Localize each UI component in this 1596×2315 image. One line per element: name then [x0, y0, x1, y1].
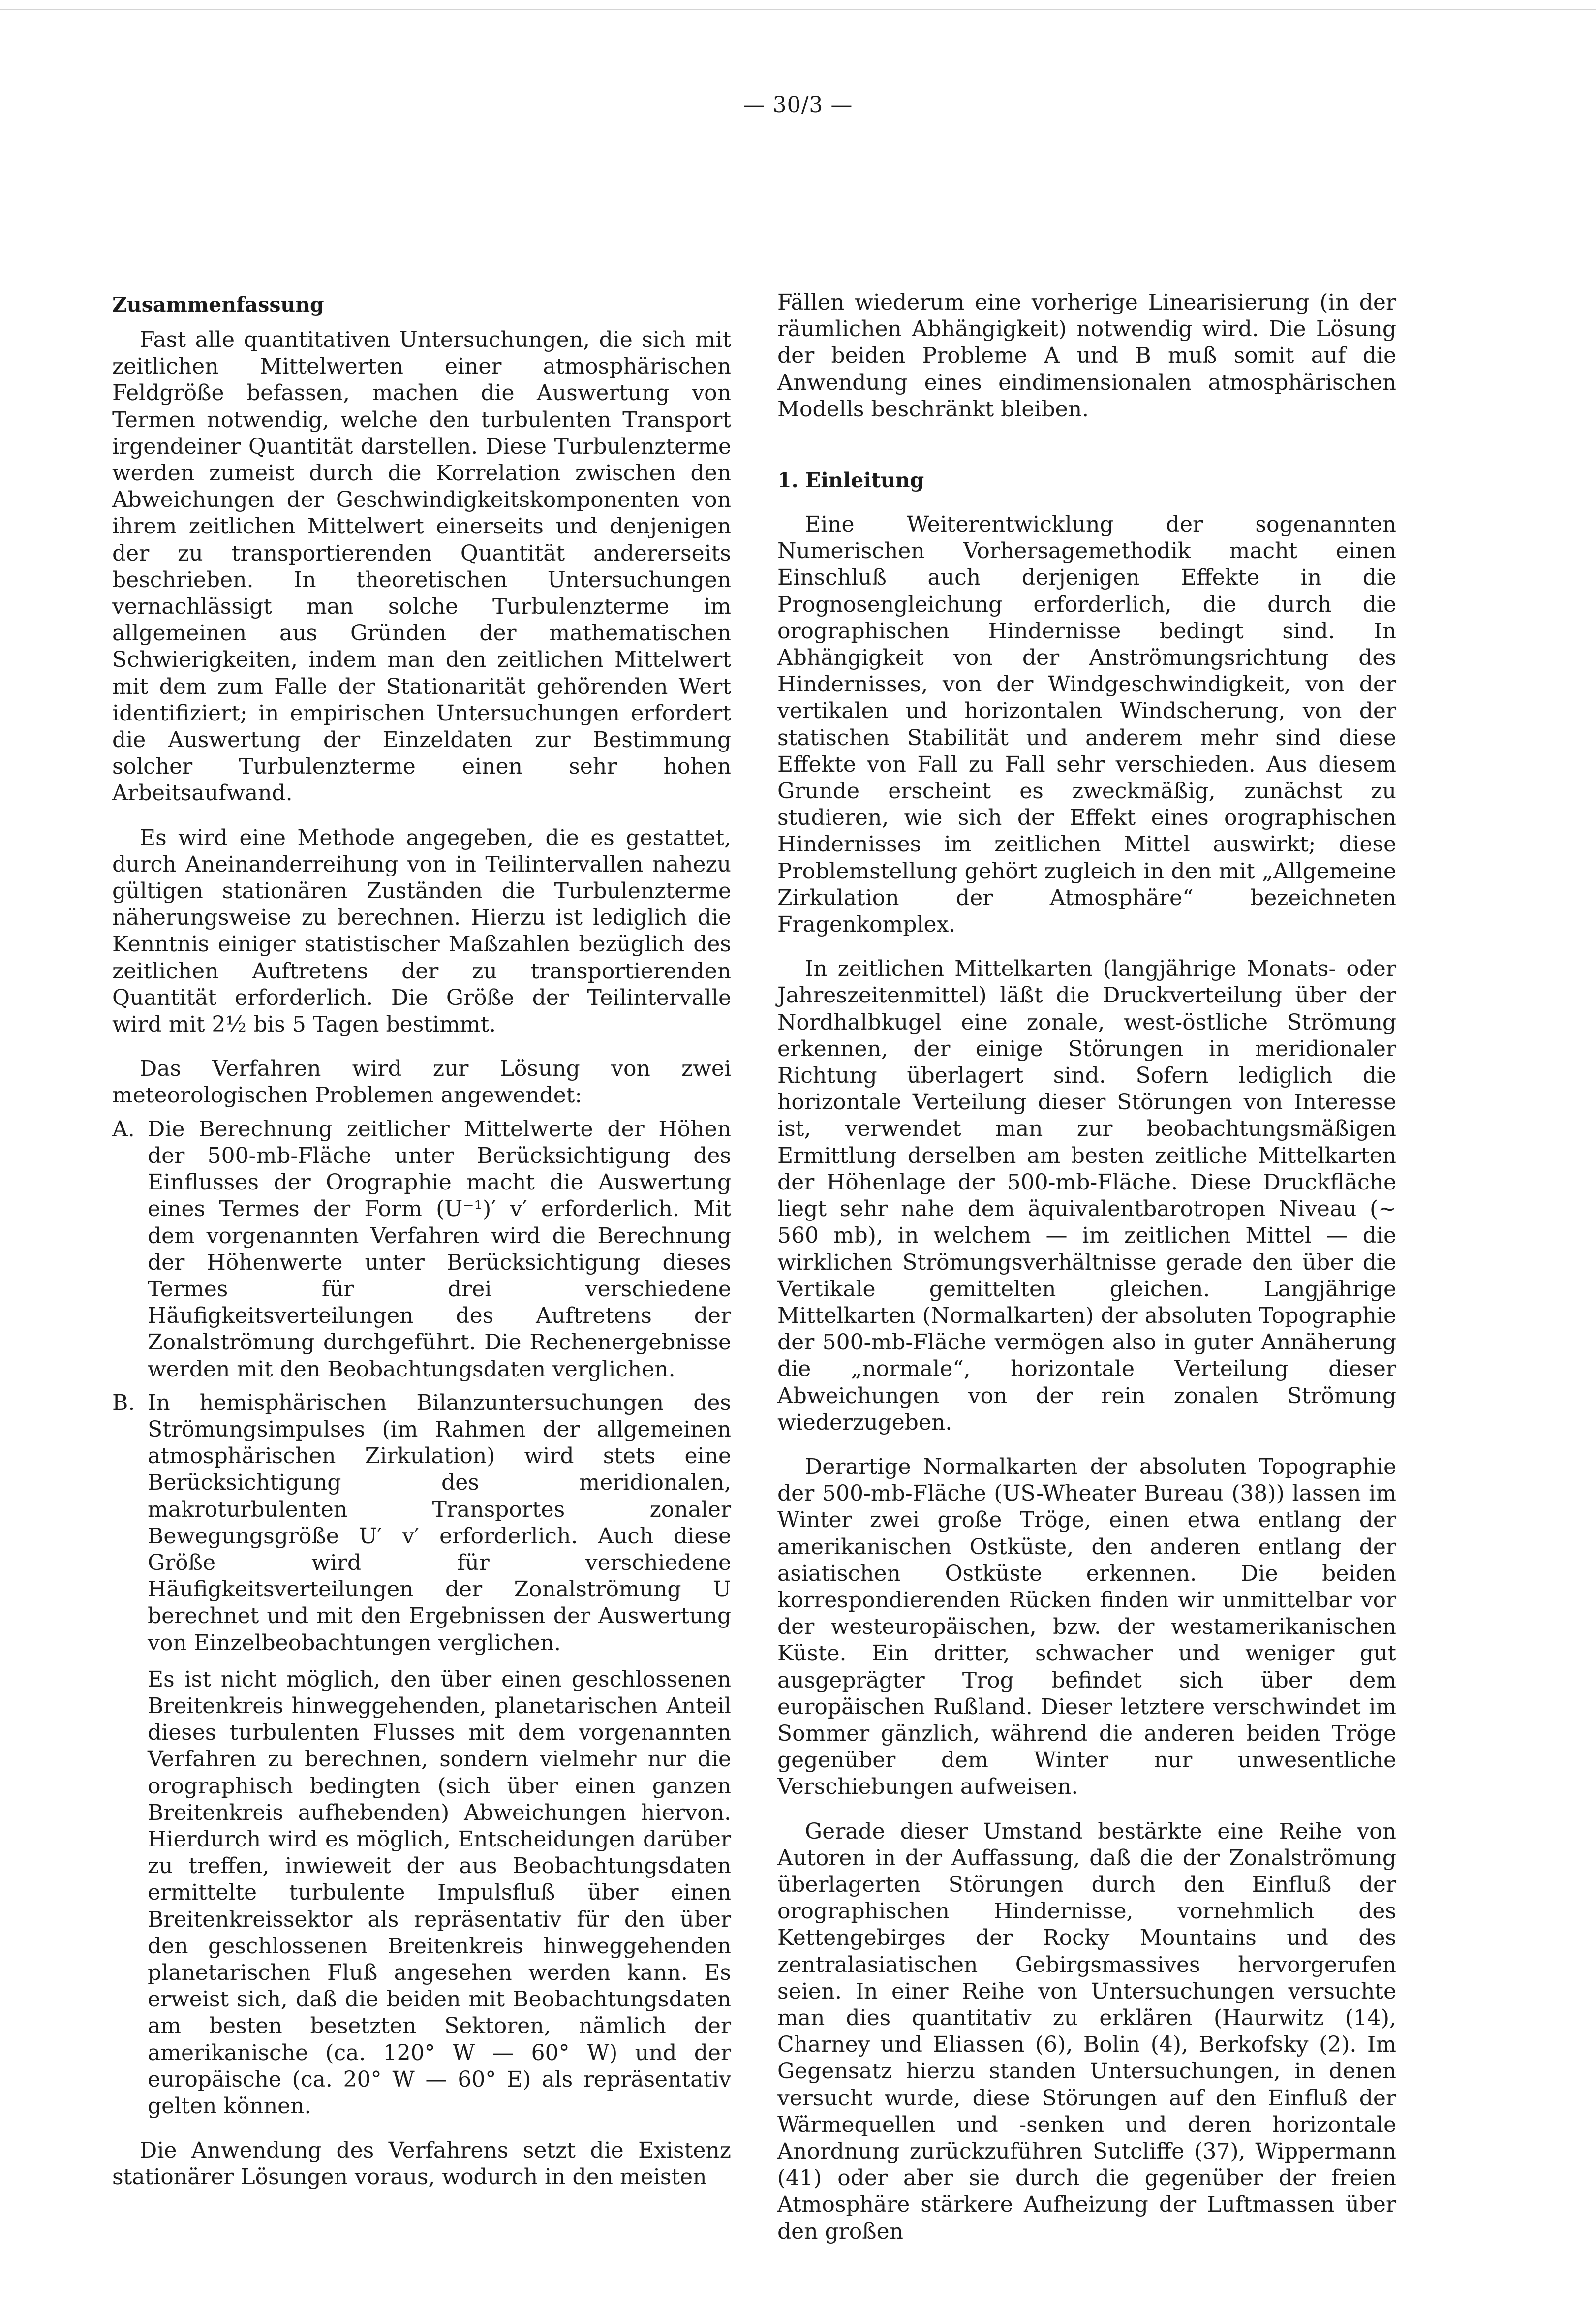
paragraph: Gerade dieser Umstand bestärkte eine Reihe von Autoren in der Auffassung, daß die der Zonalströmung überlagerten Störungen durch den Einfluß der orographischen Hindernisse, vornehmlich des Kettengebirges der Rocky Mountains und des zentralasiatischen Gebirgsmassives hervorgerufen seien. In einer Reihe von Untersuchungen versuchte man dies quantitativ zu erklären (Haurwitz (14), Charney und Eliassen (6), Bolin (4), Berkofsky (2). Im Gegensatz hierzu standen Untersuchungen, in denen versucht wurde, diese Störungen auf den Einfluß der Wärmequellen und -senken und deren horizontale Anordnung zurückzuführen Sutcliffe (37), Wippermann (41) oder aber sie durch die gegenüber der freien Atmosphäre stärkere Aufheizung der Luftmassen über den großen: [777, 1818, 1396, 2244]
page-number: — 30/3 —: [743, 93, 853, 118]
list-item-text: In hemisphärischen Bilanzuntersuchungen des Strömungsimpulses (im Rahmen der allgemeinen atmosphärischen Zirkulation) wird stets eine Berücksichtigung des meridionalen, makroturbulenten Transportes zonaler Bewegungsgröße U′ v′ erforderlich. Auch diese Größe wird für verschiedene Häufigkeitsverteilungen der Zonalströmung U berechnet und mit den Ergebnissen der Auswertung von Einzelbeobachtungen verglichen.: [148, 1390, 731, 1656]
paragraph: Eine Weiterentwicklung der sogenannten Numerischen Vorhersagemethodik macht einen Einschluß auch derjenigen Effekte in die Prognosengleichung erforderlich, die durch die orographischen Hindernisse bedingt sind. In Abhängigkeit von der Anströmungsrichtung des Hindernisses, von der Windgeschwindigkeit, von der vertikalen und horizontalen Windscherung, von der statischen Stabilität und anderem mehr sind diese Effekte von Fall zu Fall sehr verschieden. Aus diesem Grunde erscheint es zweckmäßig, zunächst zu studieren, wie sich der Effekt eines orographischen Hindernisses im zeitlichen Mittel auswirkt; diese Problemstellung gehört zugleich in den mit „Allgemeine Zirkulation der Atmosphäre“ bezeichneten Fragenkomplex.: [777, 512, 1396, 938]
paragraph: Derartige Normalkarten der absoluten Topographie der 500-mb-Fläche (US-Wheater Bureau (38)) lassen im Winter zwei große Tröge, einen etwa entlang der amerikanischen Ostküste, den anderen entlang der asiatischen Ostküste erkennen. Die beiden korrespondierenden Rücken finden wir unmittelbar vor der westeuropäischen, bzw. der westamerikanischen Küste. Ein dritter, schwacher und weniger gut ausgeprägter Trog befindet sich über dem europäischen Rußland. Dieser letztere verschwindet im Sommer gänzlich, während die anderen beiden Tröge gegenüber dem Winter nur unwesentliche Verschiebungen aufweisen.: [777, 1454, 1396, 1800]
list-label: A.: [112, 1116, 135, 1142]
paragraph: In zeitlichen Mittelkarten (langjährige Monats- oder Jahreszeitenmittel) läßt die Druckverteilung über der Nordhalbkugel eine zonale, west-östliche Strömung erkennen, der einige Störungen in meridionaler Richtung überlagert sind. Sofern lediglich die horizontale Verteilung dieser Störungen von Interesse ist, verwendet man zur beobachtungsmäßigen Ermittlung derselben am besten zeitliche Mittelkarten der Höhenlage der 500-mb-Fläche. Diese Druckfläche liegt sehr nahe dem äquivalentbarotropen Niveau (∼ 560 mb), in welchem — im zeitlichen Mittel — die wirklichen Strömungsverhältnisse gerade den über die Vertikale gemittelten gleichen. Langjährige Mittelkarten (Normalkarten) der absoluten Topographie der 500-mb-Fläche vermögen also in guter Annäherung die „normale“, horizontale Verteilung dieser Abweichungen von der rein zonalen Strömung wiederzugeben.: [777, 956, 1396, 1435]
paragraph: Es wird eine Methode angegeben, die es gestattet, durch Aneinanderreihung von in Teilintervallen nahezu gültigen stationären Zuständen die Turbulenzterme näherungsweise zu berechnen. Hierzu ist lediglich die Kenntnis einiger statistischer Maßzahlen bezüglich des zeitlichen Auftretens der zu transportierenden Quantität erforderlich. Die Größe der Teilintervalle wird mit 2½ bis 5 Tagen bestimmt.: [112, 825, 731, 1037]
list-item-b: [112, 1390, 731, 2120]
list-item-text: Es ist nicht möglich, den über einen geschlossenen Breitenkreis hinweggehenden, planetarischen Anteil dieses turbulenten Flusses mit dem vorgenannten Verfahren zu berechnen, sondern vielmehr nur die orographisch bedingten (sich über einen ganzen Breitenkreis aufhebenden) Abweichungen hiervon. Hierdurch wird es möglich, Entscheidungen darüber zu treffen, inwieweit der aus Beobachtungsdaten ermittelte turbulente Impulsfluß über einen Breitenkreissektor als repräsentativ für den über den geschlossenen Breitenkreis hinweggehenden planetarischen Fluß angesehen werden kann. Es erweist sich, daß die beiden mit Beobachtungsdaten am besten besetzten Sektoren, nämlich der amerikanische (ca. 120° W — 60° W) und der europäische (ca. 20° W — 60° E) als repräsentativ gelten können.: [148, 1666, 731, 2119]
paragraph: Die Anwendung des Verfahrens setzt die Existenz stationärer Lösungen voraus, wodurch in den meisten: [112, 2138, 731, 2190]
right-column: [777, 289, 1396, 2245]
top-rule: [0, 9, 1596, 10]
list-item-a: [112, 1116, 731, 1383]
left-column: [112, 291, 731, 2191]
section-heading-zusammenfassung: Zusammenfassung: [112, 293, 324, 316]
paragraph: Fällen wiederum eine vorherige Linearisierung (in der räumlichen Abhängigkeit) notwendig wird. Die Lösung der beiden Probleme A und B muß somit auf die Anwendung eines eindimensionalen atmosphärischen Modells beschränkt bleiben.: [777, 290, 1396, 422]
paragraph: Fast alle quantitativen Untersuchungen, die sich mit zeitlichen Mittelwerten einer atmosphärischen Feldgröße befassen, machen die Auswertung von Termen notwendig, welche den turbulenten Transport irgendeiner Quantität darstellen. Diese Turbulenzterme werden zumeist durch die Korrelation zwischen den Abweichungen der Geschwindigkeitskomponenten von ihrem zeitlichen Mittelwert einerseits und denjenigen der zu transportierenden Quantität andererseits beschrieben. In theoretischen Untersuchungen vernachlässigt man solche Turbulenzterme im allgemeinen aus Gründen der mathematischen Schwierigkeiten, indem man den zeitlichen Mittelwert mit dem zum Falle der Stationarität gehörenden Wert identifiziert; in empirischen Untersuchungen erfordert die Auswertung der Einzeldaten zur Bestimmung solcher Turbulenzterme einen sehr hohen Arbeitsaufwand.: [112, 327, 731, 806]
section-heading-einleitung: 1. Einleitung: [777, 469, 924, 493]
paragraph: Das Verfahren wird zur Lösung von zwei meteorologischen Problemen angewendet:: [112, 1056, 731, 1108]
list-label: B.: [112, 1390, 135, 1415]
list-item-text: Die Berechnung zeitlicher Mittelwerte der Höhen der 500-mb-Fläche unter Berücksichtigung des Einflusses der Orographie macht die Auswertung eines Termes der Form (U⁻¹)′ v′ erforderlich. Mit dem vorgenannten Verfahren wird die Berechnung der Höhenwerte unter Berücksichtigung dieses Termes für drei verschiedene Häufigkeitsverteilungen des Auftretens der Zonalströmung durchgeführt. Die Rechenergebnisse werden mit den Beobachtungsdaten verglichen.: [148, 1116, 731, 1382]
